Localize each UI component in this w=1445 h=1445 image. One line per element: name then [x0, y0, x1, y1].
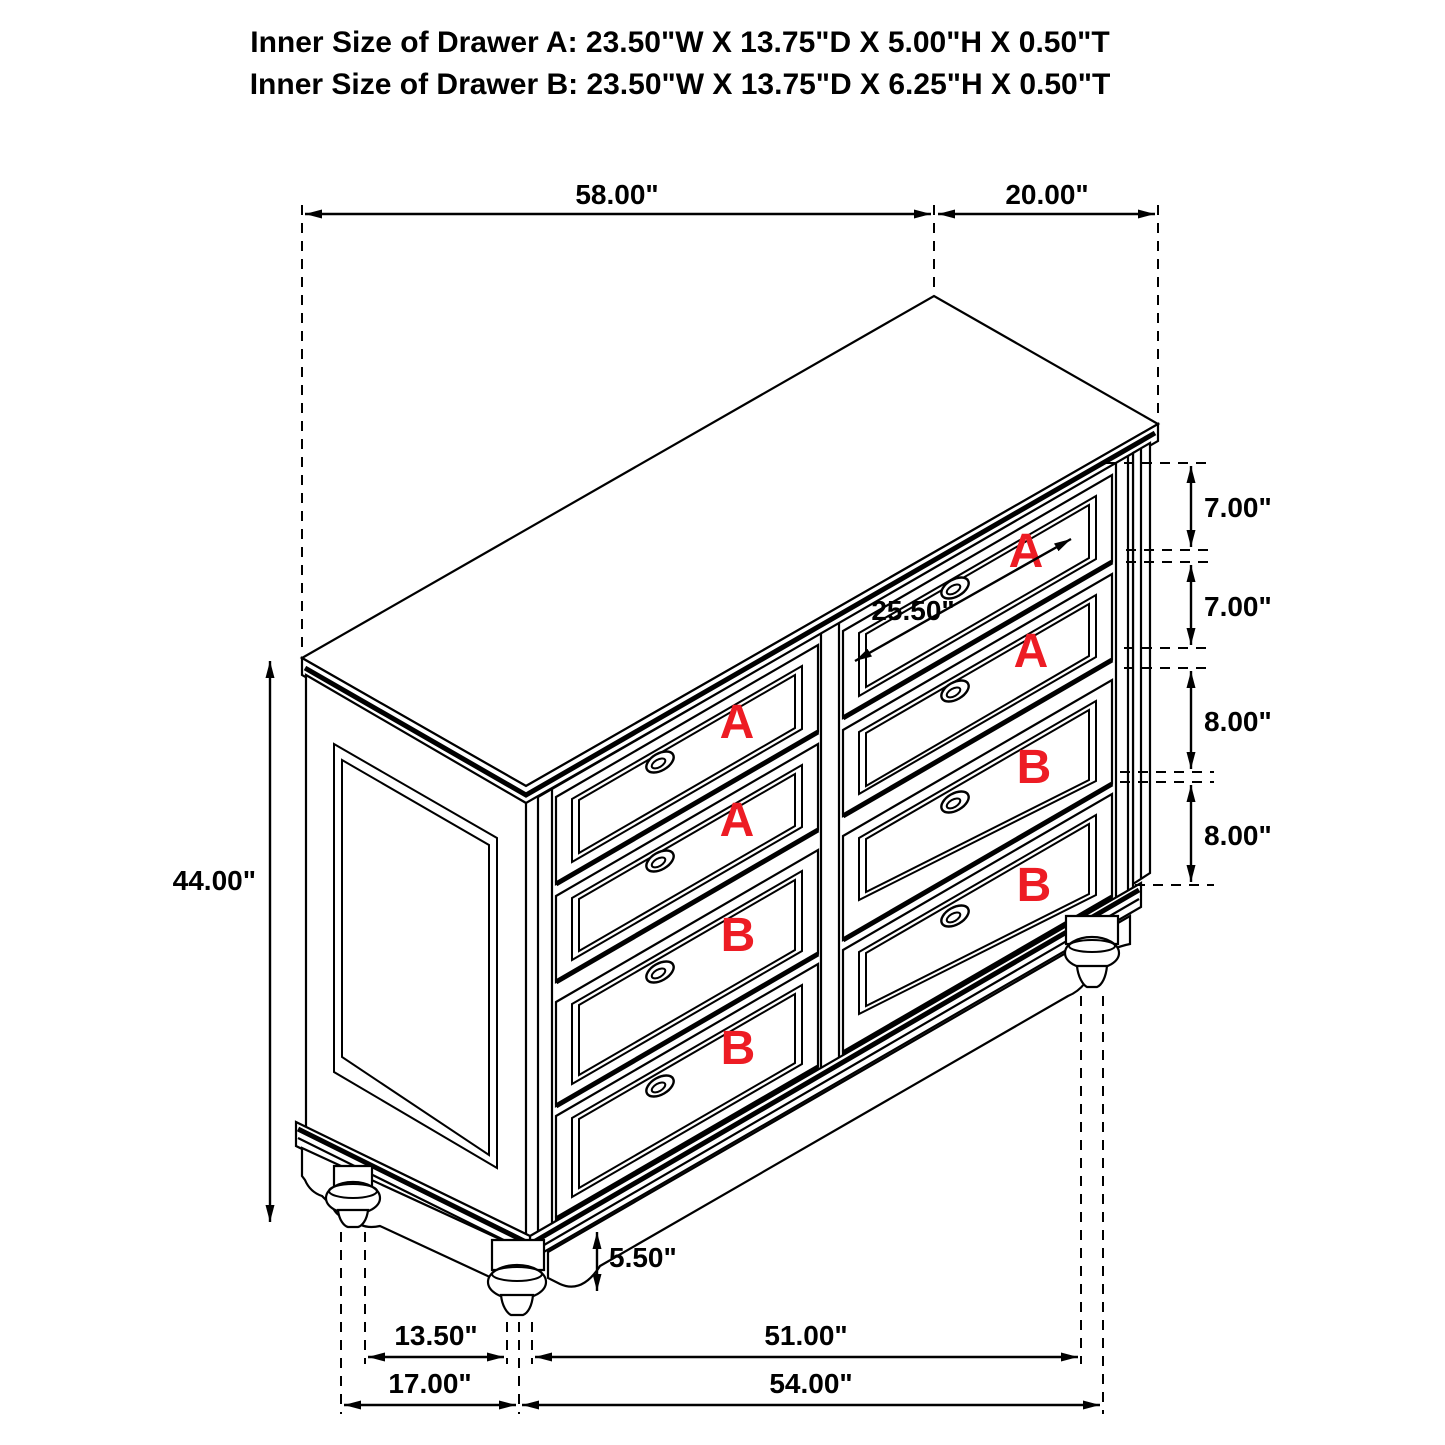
dim-label-top-width: 58.00": [575, 179, 659, 210]
dim-label-drawer-width: 25.50": [871, 595, 955, 626]
dim-label-leg-span-front: 51.00": [764, 1320, 848, 1351]
dim-label-floor-depth: 17.00": [388, 1368, 472, 1399]
dim-label-row1: 7.00": [1204, 492, 1272, 523]
dim-label-floor-width: 54.00": [769, 1368, 853, 1399]
dim-label-leg-height: 5.50": [609, 1242, 677, 1273]
drawer-letter: A: [1013, 625, 1049, 678]
dim-label-row4: 8.00": [1204, 820, 1272, 851]
header: [250, 26, 1111, 101]
leg-front-left: [488, 1240, 546, 1315]
drawer-letter: A: [719, 794, 755, 847]
dim-label-height: 44.00": [172, 865, 256, 896]
dim-label-row2: 7.00": [1204, 591, 1272, 622]
dim-label-top-depth: 20.00": [1005, 179, 1089, 210]
drawer-letter: A: [719, 696, 755, 749]
drawer-letter: B: [1016, 859, 1052, 912]
drawer-letter: B: [720, 909, 756, 962]
drawer-letter: B: [1016, 741, 1052, 794]
header-line-1: Inner Size of Drawer A: 23.50"W X 13.75"D X 5.00"H X 0.50"T: [250, 26, 1110, 59]
drawer-letter: B: [720, 1022, 756, 1075]
header-line-2: Inner Size of Drawer B: 23.50"W X 13.75"D X 6.25"H X 0.50"T: [249, 68, 1111, 101]
height-dimension: [173, 661, 270, 1222]
drawer-letter: A: [1008, 525, 1044, 578]
dim-label-leg-inset-side: 13.50": [394, 1320, 478, 1351]
dim-label-row3: 8.00": [1204, 706, 1272, 737]
